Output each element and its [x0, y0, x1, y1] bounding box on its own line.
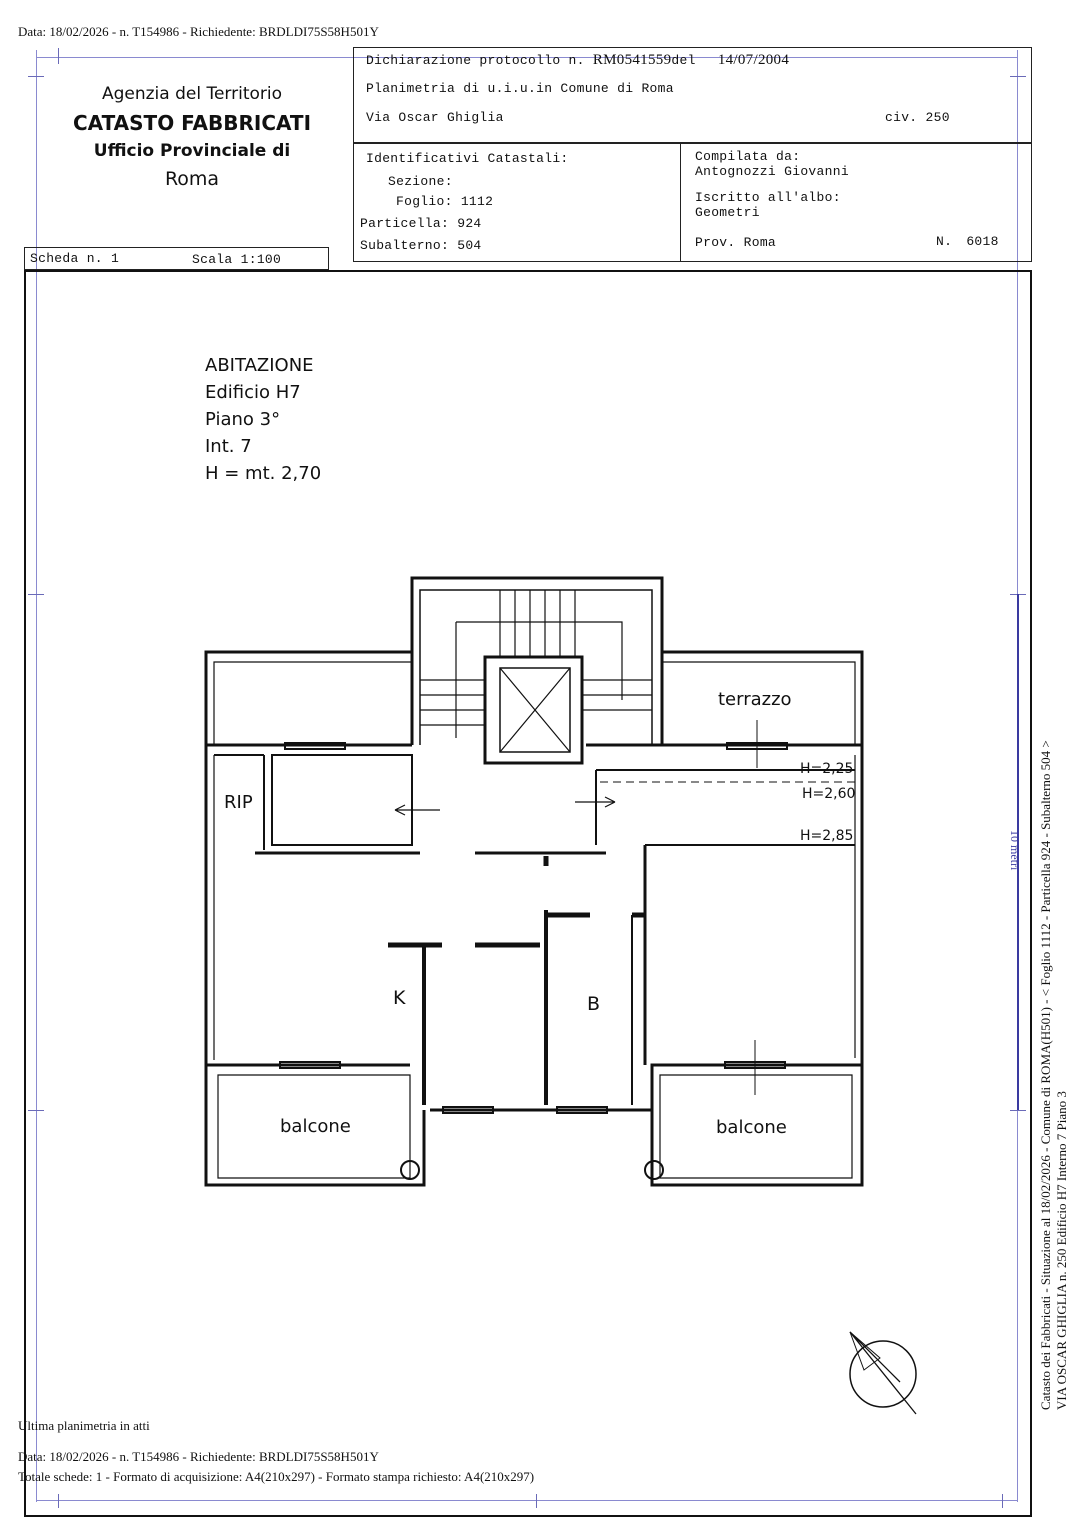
footer-data-line: Data: 18/02/2026 - n. T154986 - Richiedente: BRDLDI75S58H501Y: [18, 1449, 379, 1464]
scale-bar-label: 10 metri: [1008, 830, 1022, 871]
foglio-label: Foglio:: [396, 194, 453, 209]
terrazzo-label: terrazzo: [718, 689, 792, 710]
bath-label: B: [587, 993, 601, 1015]
side-line-1: Catasto dei Fabbricati - Situazione al 18/02/2026 - Comune di ROMA(H501) - < Foglio 1112 - Particella 924 - Subalterno 504 >: [1038, 740, 1053, 1410]
foglio-row: [396, 194, 493, 209]
side-metadata: [1038, 650, 1078, 1410]
side-line-2: VIA OSCAR GHIGLIA n. 250 Edificio H7 Interno 7 Piano 3: [1054, 1091, 1069, 1410]
protocol-number: RM0541559: [592, 52, 672, 68]
unit-type: ABITAZIONE: [205, 355, 314, 376]
n-value: 6018: [966, 234, 999, 249]
scala-row: [192, 252, 281, 267]
civ-label: civ.: [885, 110, 918, 125]
scala-value: 1:100: [240, 252, 282, 267]
balcone-right-label: balcone: [716, 1117, 787, 1138]
compiled-label: Compilata da:: [695, 149, 801, 164]
unit-description: [205, 352, 321, 487]
floor-plan: [195, 570, 875, 1195]
footer-last-plan: Ultima planimetria in atti: [18, 1418, 150, 1433]
kitchen-label: K: [393, 987, 406, 1009]
section-marks: [755, 720, 757, 1095]
apartment-outer-wall: [206, 745, 862, 1110]
prov-label: Prov.: [695, 235, 736, 250]
room-top-left: [272, 755, 412, 845]
albo-value: Geometri: [695, 205, 760, 220]
civic-number: [885, 110, 950, 125]
declaration-date: 14/07/2004: [717, 52, 790, 68]
sezione-row: [388, 174, 453, 189]
identifiers-title: Identificativi Catastali:: [366, 151, 569, 166]
unit-height: H = mt. 2,70: [205, 463, 322, 484]
height-label-3: H=2,85: [800, 828, 854, 844]
windows: [280, 743, 787, 1113]
balcone-left-label: balcone: [280, 1116, 351, 1137]
request-header-line: Data: 18/02/2026 - n. T154986 - Richiedente: BRDLDI75S58H501Y: [18, 24, 379, 39]
kitchen-bath-walls: [424, 910, 546, 1105]
subalterno-row: [360, 238, 482, 253]
agency-line-3: Ufficio Provinciale di: [93, 141, 291, 161]
declaration-protocol-line: [366, 52, 789, 69]
storage-label: RIP: [224, 792, 253, 813]
particella-row: [360, 216, 482, 231]
height-label-1: H=2,25: [800, 761, 854, 777]
registration-number: [936, 234, 999, 249]
particella-value: 924: [457, 216, 482, 231]
agency-line-2: CATASTO FABBRICATI: [72, 111, 312, 135]
left-terrace-parapet: [214, 662, 412, 745]
unit-floor: Piano 3°: [205, 409, 281, 430]
subalterno-value: 504: [457, 238, 482, 253]
prov-row: [695, 235, 776, 250]
frame-tick: [28, 76, 44, 77]
plan-line: Planimetria di u.i.u.in Comune di Roma: [366, 81, 674, 96]
unit-building: Edificio H7: [205, 382, 301, 403]
particella-label: Particella:: [360, 216, 450, 231]
north-arrow: [840, 1330, 930, 1420]
agency-line-1: Agenzia del Territorio: [101, 84, 283, 104]
height-label-2: H=2,60: [802, 786, 856, 802]
subalterno-label: Subalterno:: [360, 238, 450, 253]
footer-totale: Totale schede: 1 - Formato di acquisizione: A4(210x297) - Formato stampa richiesto: A4(210x297): [18, 1469, 535, 1484]
street-line: Via Oscar Ghiglia: [366, 110, 504, 125]
north-arrow-needle: [850, 1332, 916, 1414]
prov-value: Roma: [743, 235, 777, 250]
stair-core-walls: [412, 578, 662, 745]
agency-line-4: Roma: [164, 168, 220, 190]
scala-label: Scala: [192, 252, 233, 267]
left-terrace-wall: [206, 652, 412, 745]
stair-treads: [420, 590, 652, 738]
scheda-label: Scheda n.: [30, 251, 103, 266]
sezione-label: Sezione:: [388, 174, 453, 189]
frame-tick: [58, 48, 59, 64]
compiler-name: Antognozzi Giovanni: [695, 164, 849, 179]
foglio-value: 1112: [460, 194, 494, 209]
direction-arrows: [395, 797, 615, 815]
civ-value: 250: [925, 110, 950, 125]
albo-label: Iscritto all'albo:: [695, 190, 841, 205]
unit-interior: Int. 7: [205, 436, 252, 457]
scheda-row: [30, 251, 119, 266]
elevator-cross: [500, 668, 570, 752]
declaration-label: Dichiarazione protocollo n.: [366, 53, 585, 68]
scheda-number: 1: [111, 251, 120, 266]
n-label: N.: [936, 234, 953, 249]
del-label: del: [671, 53, 696, 68]
